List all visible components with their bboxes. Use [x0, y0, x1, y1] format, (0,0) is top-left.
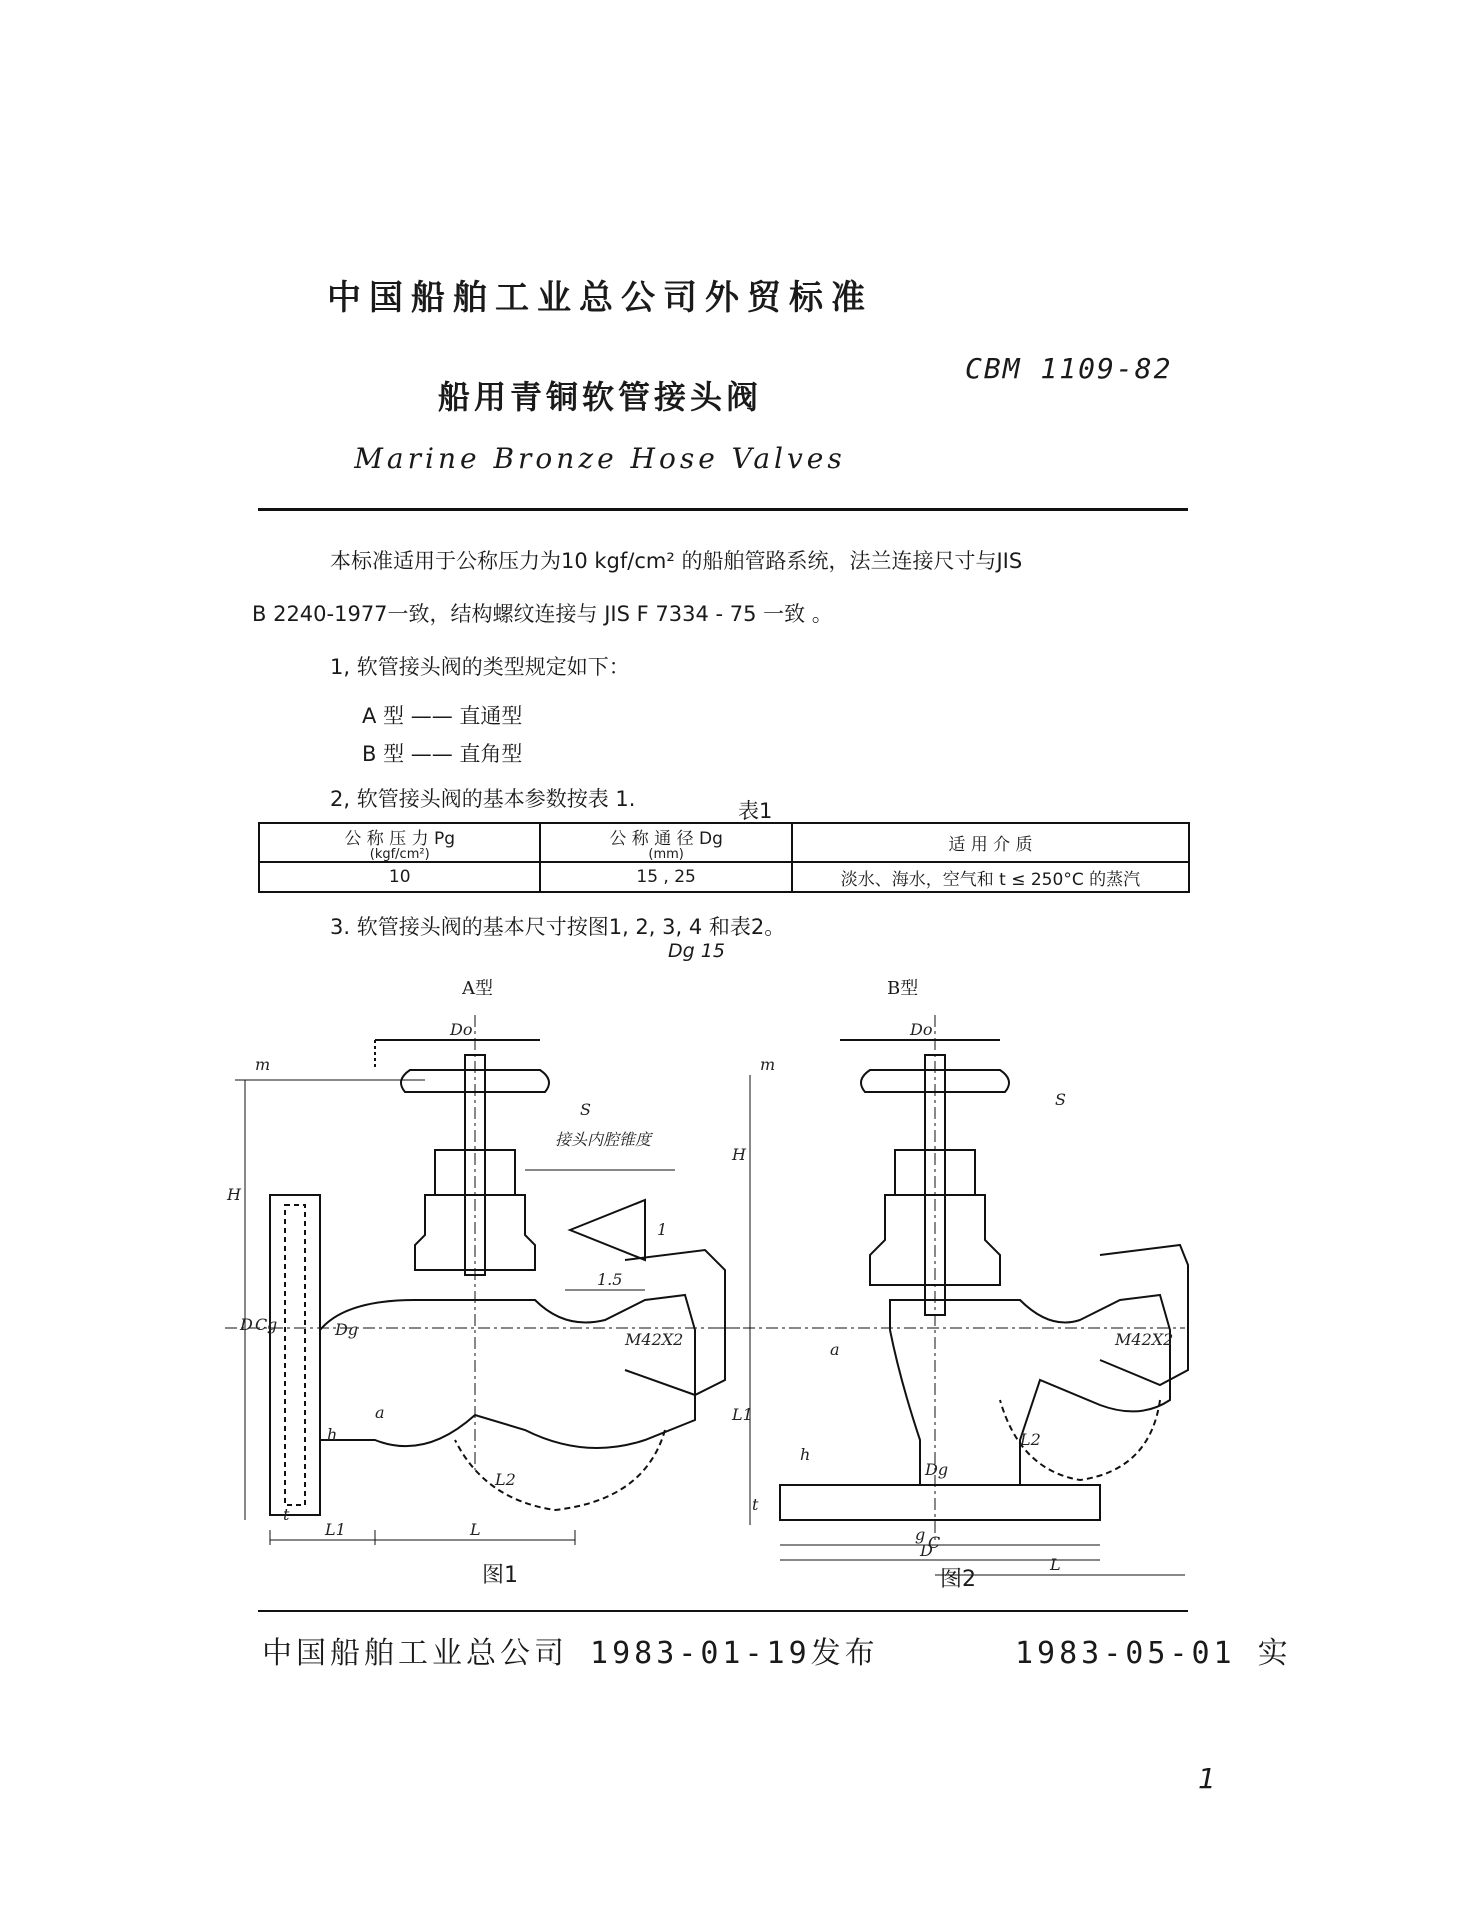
fig1-caption: 图1 — [482, 1563, 518, 1588]
hose-cap — [625, 1250, 725, 1395]
table-header-cell — [259, 823, 540, 862]
item-3: 3. 软管接头阀的基本尺寸按图1, 2, 3, 4 和表2。 — [330, 915, 786, 939]
taper-sketch — [570, 1200, 645, 1260]
bottom-flange — [780, 1485, 1100, 1520]
header-main: 公 称 压 力 Pg — [344, 829, 456, 849]
dim-D: D — [240, 1315, 253, 1334]
intro-line-1: 本标准适用于公称压力为10 kgf/cm² 的船舶管路系统，法兰连接尺寸与JIS — [330, 549, 1023, 573]
table-cell: 淡水、海水，空气和 t ≤ 250°C 的蒸汽 — [792, 862, 1189, 892]
type-a: A 型 —— 直通型 — [362, 704, 523, 728]
table-header-cell — [792, 823, 1189, 862]
dim-L1: L1 — [732, 1405, 753, 1424]
table-header-cell — [540, 823, 791, 862]
fig2-caption: 图2 — [940, 1567, 976, 1592]
page-number: 1 — [1198, 1762, 1216, 1795]
table-1-label: 表1 — [738, 799, 773, 823]
organization-heading: 中国船舶工业总公司外贸标准 — [327, 278, 873, 318]
dim-S: S — [1055, 1090, 1066, 1109]
intro-line-2: B 2240-1977一致，结构螺纹连接与 JIS F 7334 - 75 一致 。 — [252, 602, 833, 626]
dim-Do: Do — [450, 1020, 473, 1039]
dim-a: a — [375, 1403, 385, 1422]
dim-m: m — [255, 1055, 271, 1074]
table-cell: 10 — [259, 862, 540, 892]
header-main: 适 用 介 质 — [948, 835, 1033, 855]
size-label: Dg 15 — [668, 940, 725, 962]
type-b: B 型 —— 直角型 — [362, 742, 523, 766]
issue-info: 中国船舶工业总公司 1983-01-19发布 — [262, 1636, 879, 1671]
dim-t: t — [283, 1505, 290, 1524]
valve-body — [890, 1295, 1170, 1485]
dim-Dg: Dg — [335, 1320, 359, 1339]
table-header-row — [259, 823, 1189, 862]
header-main: 公 称 通 径 Dg — [609, 829, 723, 849]
dim-Dg: Dg — [925, 1460, 949, 1479]
dim-m: m — [760, 1055, 776, 1074]
dim-L1: L1 — [325, 1520, 346, 1539]
dim-H: H — [732, 1145, 746, 1164]
dim-S: S — [580, 1100, 591, 1119]
dim-g: g — [267, 1315, 278, 1334]
figure-1-drawing — [225, 1000, 745, 1540]
dim-L: L — [1050, 1555, 1061, 1574]
document-title-cn: 船用青铜软管接头阀 — [437, 378, 762, 416]
dim-C: C — [255, 1315, 268, 1334]
header-unit: (mm) — [648, 847, 684, 862]
dim-D: D — [920, 1541, 933, 1560]
taper-ratio: 1 — [657, 1220, 668, 1239]
fig1-type-label: A型 — [462, 978, 493, 999]
figure-2-drawing — [720, 1000, 1190, 1574]
flange — [270, 1195, 320, 1515]
dim-C: C — [928, 1533, 941, 1552]
standard-code: CBM 1109-82 — [965, 352, 1173, 385]
parameter-table — [258, 822, 1190, 893]
dim-H: H — [227, 1185, 241, 1204]
effective-date: 1983-05-01 实 — [1015, 1636, 1292, 1671]
taper-length: 1.5 — [597, 1270, 623, 1289]
dim-g: g — [915, 1525, 926, 1544]
dim-a: a — [830, 1340, 840, 1359]
hose-cap — [1100, 1245, 1188, 1385]
table-row — [259, 862, 1189, 892]
valve-body — [320, 1295, 695, 1448]
fig2-type-label: B型 — [887, 978, 919, 999]
table-cell: 15 , 25 — [540, 862, 791, 892]
thread-label: M42X2 — [625, 1330, 684, 1349]
thread-label: M42X2 — [1115, 1330, 1174, 1349]
dim-Do: Do — [910, 1020, 933, 1039]
dim-L2: L2 — [1020, 1430, 1041, 1449]
header-rule — [258, 508, 1188, 511]
document-title-en: Marine Bronze Hose Valves — [354, 442, 846, 475]
header-unit: (kgf/cm²) — [369, 847, 430, 862]
footer-rule — [258, 1610, 1188, 1612]
taper-note: 接头内腔锥度 — [555, 1130, 652, 1149]
dim-h: h — [800, 1445, 811, 1464]
dim-t: t — [752, 1495, 759, 1514]
dim-L: L — [470, 1520, 481, 1539]
item-2: 2, 软管接头阀的基本参数按表 1. — [330, 787, 636, 811]
chain — [455, 1430, 665, 1510]
item-1: 1, 软管接头阀的类型规定如下： — [330, 655, 630, 679]
dim-h: h — [327, 1425, 338, 1444]
dim-L2: L2 — [495, 1470, 516, 1489]
